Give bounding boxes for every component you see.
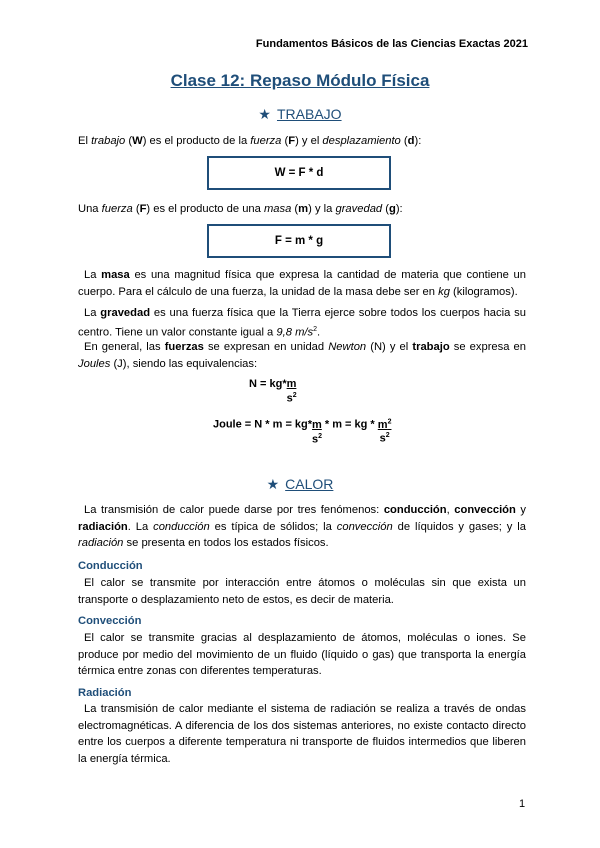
formula-box-fuerza (207, 224, 391, 258)
subheading-conduccion: Conducción (78, 560, 143, 572)
subheading-conveccion: Convección (78, 615, 142, 627)
star-icon: ★ (266, 476, 280, 492)
section-heading-label: CALOR (285, 476, 334, 492)
equation-joule: Joule = $N * m = kg*\frac{m}{s^2}$ * m = kg * $\frac{m^2}{s^2}$ (213, 418, 392, 446)
star-icon: ★ (258, 106, 271, 122)
unidades-paragraph: En general, las fuerzas se expresan en unidad Newton (N) y el trabajo se expresa en Joules (J), siendo las equivalencias: (78, 341, 527, 370)
page-title: Clase 12: Repaso Módulo Física (170, 71, 430, 90)
masa-paragraph: La masa es una magnitud física que expresa la cantidad de materia que contiene un cuerpo. Para el cálculo de una fuerza, la unidad de la masa debe ser en kg (kilogramos). (78, 269, 526, 298)
page-number: 1 (519, 798, 526, 810)
section-heading-calor (0, 476, 600, 493)
course-header: Fundamentos Básicos de las Ciencias Exactas 2021 (255, 38, 528, 50)
gravedad-paragraph: La gravedad es una fuerza física que la Tierra ejerce sobre todos los cuerpos hacia su centro. Tiene un valor constante igual a 9,8 $m/s^2$. (78, 307, 526, 339)
section-heading-trabajo (0, 106, 600, 123)
calor-intro: La transmisión de calor puede darse por tres fenómenos: conducción, convección y radiación. La conducción es típica de sólidos; la convección de líquidos y gases; y la radiación se presenta en todos los estados físicos. (78, 504, 527, 549)
radiacion-text: La transmisión de calor mediante el sistema de radiación se realiza a través de ondas electromagnéticas. A diferencia de los dos sistemas anteriores, no existe contacto directo entre los cuerpos a diferente temperatura ni transporte de fluidos intermedios que liberen la energía térmica. (78, 703, 526, 765)
subheading-radiacion: Radiación (78, 687, 132, 699)
trabajo-intro: El trabajo (W) es el producto de la fuerza (F) y el desplazamiento (d): (78, 135, 422, 147)
equation-newton: $N = kg*\frac{m}{s^2}$ (249, 378, 297, 405)
formula-fuerza: F = m * g (274, 235, 324, 247)
section-heading-label: TRABAJO (276, 106, 342, 122)
conduccion-text: El calor se transmite por interacción entre átomos o moléculas sin que exista un transporte o desplazamiento neto de estos, es decir de materia. (78, 577, 526, 606)
conveccion-text: El calor se transmite gracias al desplazamiento de átomos, moléculas o iones. Se produce por medio del movimiento de un fluido (líquido o gas) que transporta la energía térmica entre zonas con diferentes temperaturas. (78, 632, 526, 677)
fuerza-intro: Una fuerza (F) es el producto de una masa (m) y la gravedad (g): (78, 203, 403, 215)
formula-trabajo: W = F * d (274, 167, 324, 179)
formula-box-trabajo (207, 156, 391, 190)
